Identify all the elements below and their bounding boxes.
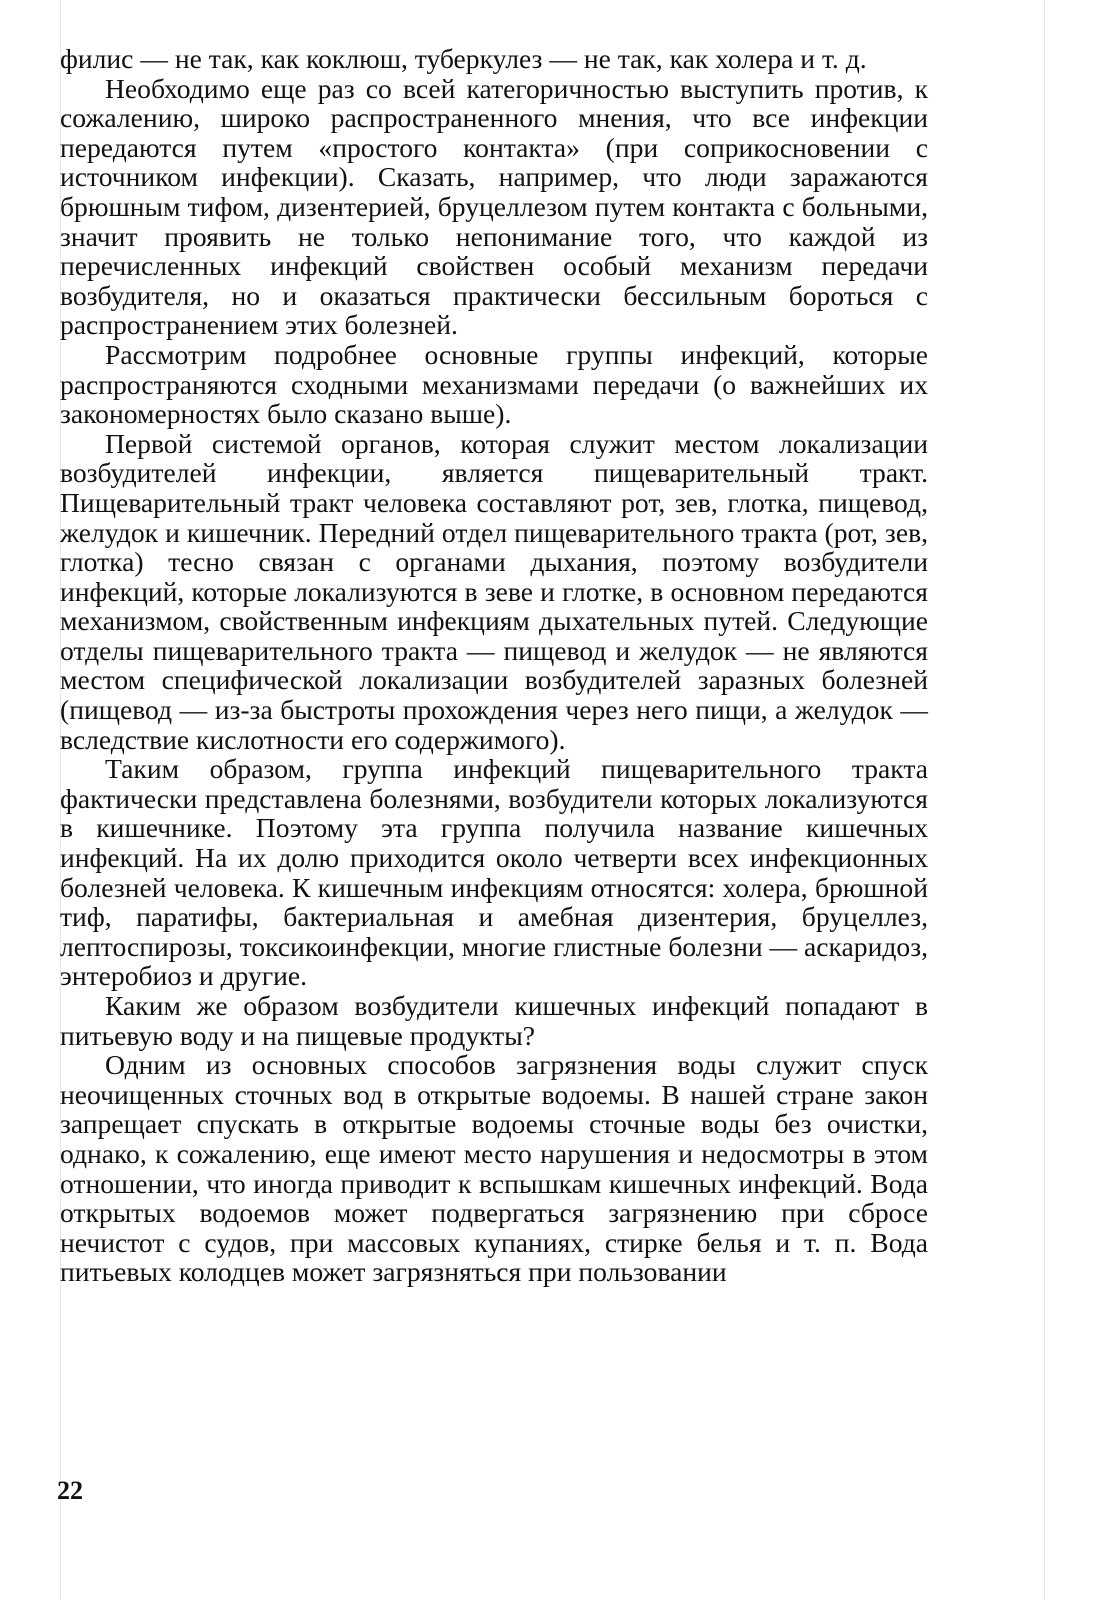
paragraph: Первой системой органов, которая служит местом локализации возбудителей инфекции, является пищеварительный тракт. Пищеварительный тракт человека составляют рот, зев, глотка, пищевод, желудок и кишечник. Передний отдел пищеварительного тракта (рот, зев, глотка) тесно связан с органами дыхания, поэтому возбудители инфекций, которые локализуются в зеве и глотке, в основном передаются механизмом, свойственным инфекциям дыхательных путей. Следующие отделы пищеварительного тракта — пищевод и желудок — не являются местом специфической локализации возбудителей заразных болезней (пищевод — из-за быстроты прохождения через него пищи, а желудок — вследствие кислотности его содержимого).: [60, 427, 928, 755]
paragraph: Таким образом, группа инфекций пищеварительного тракта фактически представлена болезнями, возбудители которых локализуются в кишечнике. Поэтому эта группа получила название кишечных инфекций. На их долю приходится около четверти всех инфекционных болезней человека. К кишечным инфекциям относятся: холера, брюшной тиф, паратифы, бактериальная и амебная дизентерия, бруцеллез, лептоспирозы, токсикоинфекции, многие глистные болезни — аскаридоз, энтеробиоз и другие.: [60, 753, 928, 992]
paragraph: Необходимо еще раз со всей категоричностью выступить против, к сожалению, широко распространенного мнения, что все инфекции передаются путем «простого контакта» (при соприкосновении с источником инфекции). Сказать, например, что люди заражаются брюшным тифом, дизентерией, бруцеллезом путем контакта с больными, значит проявить не только непонимание того, что каждой из перечисленных инфекций свойствен особый механизм передачи возбудителя, но и оказаться практически бессильным бороться с распространением этих болезней.: [60, 72, 928, 341]
paragraph: Каким же образом возбудители кишечных инфекций попадают в питьевую воду и на пищевые продукты?: [60, 990, 928, 1051]
paragraph: Рассмотрим подробнее основные группы инфекций, которые распространяются сходными механизмами передачи (о важнейших их закономерностях было сказано выше).: [60, 338, 928, 430]
paragraph: Одним из основных способов загрязнения воды служит спуск неочищенных сточных вод в открытые водоемы. В нашей стране закон запрещает спускать в открытые водоемы сточные воды без очистки, однако, к сожалению, еще имеют место нарушения и недосмотры в этом отношении, что иногда приводит к вспышкам кишечных инфекций. Вода открытых водоемов может подвергаться загрязнению при сбросе нечистот с судов, при массовых купаниях, стирке белья и т. п. Вода питьевых колодцев может загрязняться при пользовании: [60, 1049, 928, 1288]
page-text: [60, 44, 928, 1287]
paragraph-continuation: филис — не так, как коклюш, туберкулез — не так, как холера и т. д.: [60, 43, 867, 74]
page-number: 22: [57, 1476, 83, 1505]
